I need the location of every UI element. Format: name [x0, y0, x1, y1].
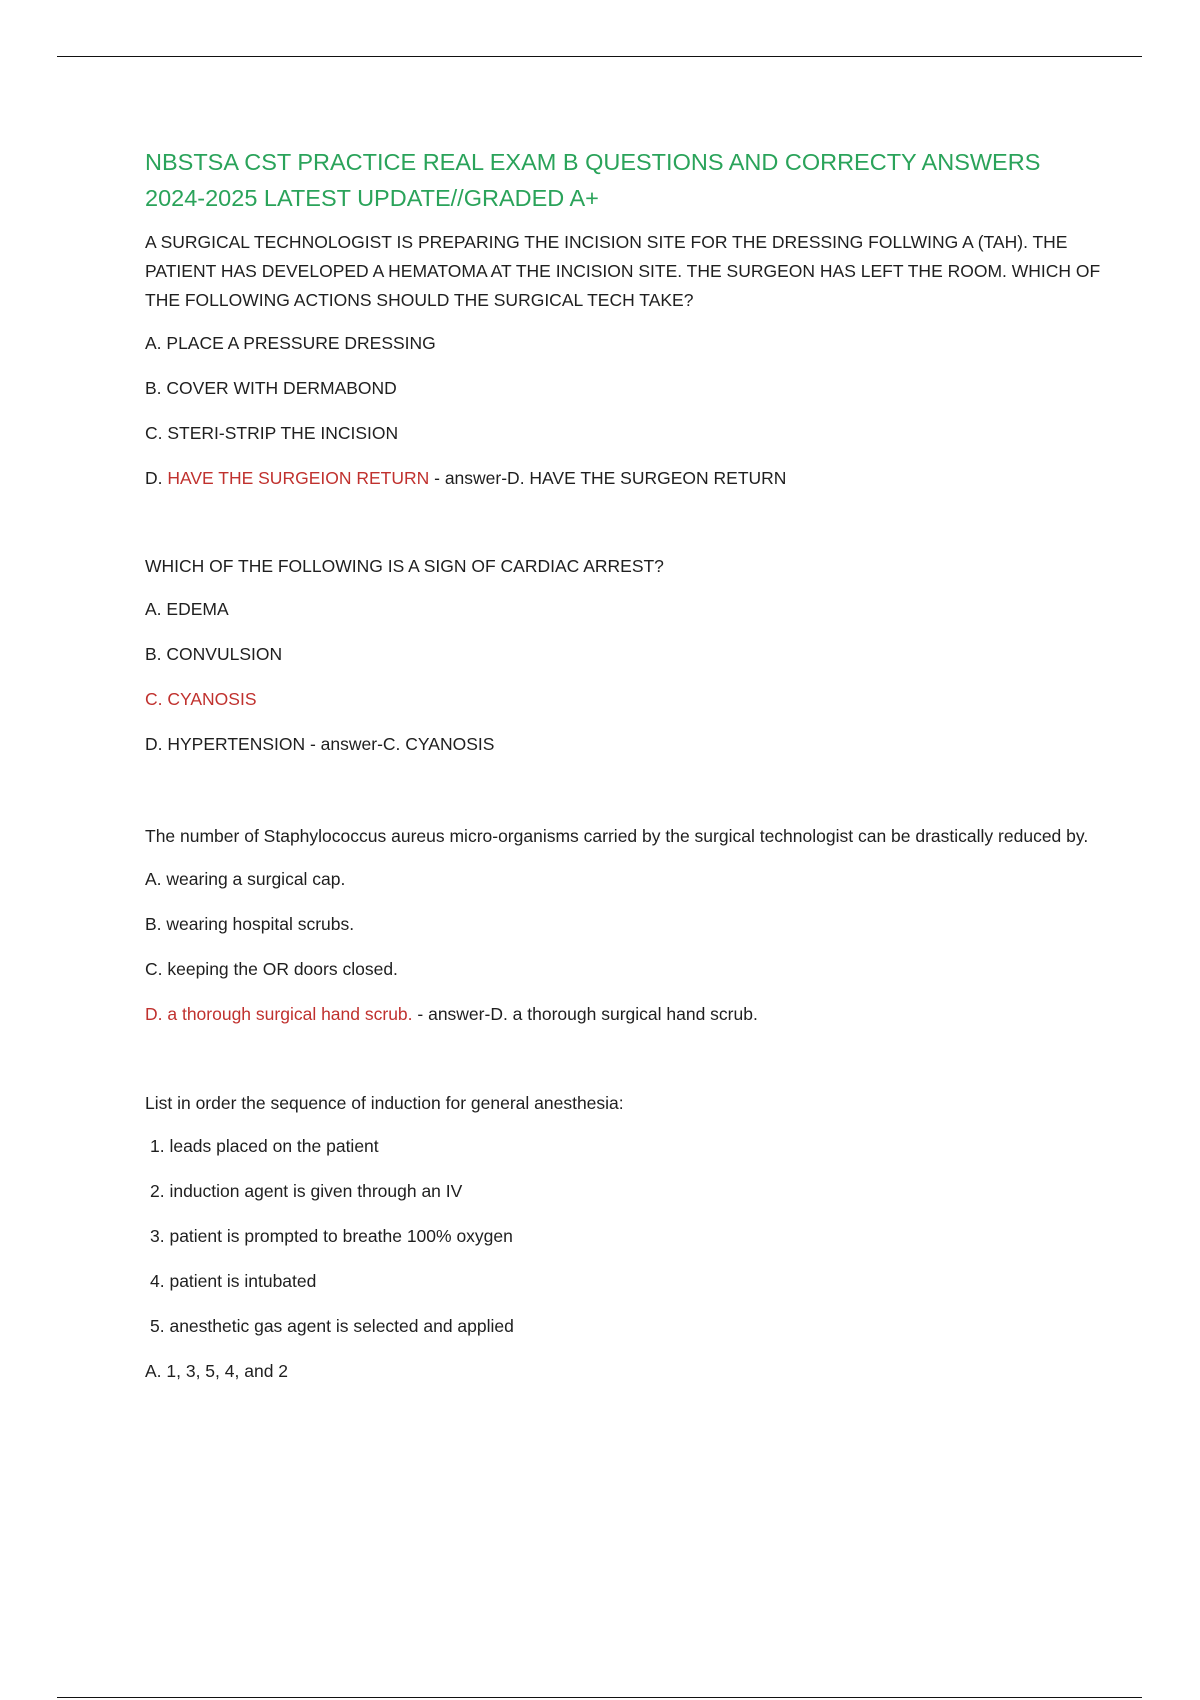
document-body: [145, 144, 1105, 1385]
option-a: A. wearing a surgical cap.: [145, 869, 346, 889]
option-d: [145, 730, 1105, 758]
question-4: [145, 1089, 1105, 1385]
question-3: [145, 822, 1105, 1028]
option-b: B. COVER WITH DERMABOND: [145, 378, 397, 398]
option-d-prefix: D.: [145, 468, 168, 488]
option-d-highlight: HAVE THE SURGEION RETURN: [167, 468, 430, 488]
option-a: A. 1, 3, 5, 4, and 2: [145, 1361, 289, 1381]
option-b: B. wearing hospital scrubs.: [145, 914, 355, 934]
answer-text: - answer-D. a thorough surgical hand scrub.: [412, 1004, 758, 1024]
sequence-step-2: 2. induction agent is given through an IV: [150, 1181, 463, 1201]
question-1: [145, 228, 1105, 492]
bottom-rule: [57, 1697, 1142, 1698]
question-text: A SURGICAL TECHNOLOGIST IS PREPARING THE INCISION SITE FOR THE DRESSING FOLLWING A (TAH). THE PATIENT HAS DEVELOPED A HEMATOMA AT THE INCISION SITE. THE SURGEON HAS LEFT THE ROOM. WHICH OF THE FOLLOWING ACTIONS SHOULD THE SURGICAL TECH TAKE?: [145, 232, 1101, 310]
top-rule: [57, 56, 1142, 57]
question-2: [145, 552, 1105, 758]
option-d-text: D. HYPERTENSION: [145, 734, 306, 754]
sequence-step-4: 4. patient is intubated: [150, 1271, 317, 1291]
option-c: C. STERI-STRIP THE INCISION: [145, 423, 399, 443]
option-c: C. keeping the OR doors closed.: [145, 959, 398, 979]
question-text: List in order the sequence of induction for general anesthesia:: [145, 1093, 624, 1113]
option-c-highlight: C. CYANOSIS: [145, 689, 257, 709]
answer-text: - answer-D. HAVE THE SURGEON RETURN: [429, 468, 787, 488]
option-b: B. CONVULSION: [145, 644, 283, 664]
option-d: [145, 1000, 1105, 1028]
question-text: WHICH OF THE FOLLOWING IS A SIGN OF CARDIAC ARREST?: [145, 556, 664, 576]
sequence-step-3: 3. patient is prompted to breathe 100% oxygen: [150, 1226, 513, 1246]
answer-text: - answer-C. CYANOSIS: [305, 734, 495, 754]
option-d-highlight: D. a thorough surgical hand scrub.: [145, 1004, 413, 1024]
question-text: The number of Staphylococcus aureus micro-organisms carried by the surgical technologist can be drastically reduced by.: [145, 826, 1089, 846]
sequence-step-5: 5. anesthetic gas agent is selected and applied: [150, 1316, 514, 1336]
document-title: NBSTSA CST PRACTICE REAL EXAM B QUESTIONS AND CORRECTY ANSWERS 2024-2025 LATEST UPDATE//GRADED A+: [145, 149, 1041, 211]
option-a: A. EDEMA: [145, 599, 229, 619]
option-d: [145, 464, 1105, 492]
sequence-step-1: 1. leads placed on the patient: [150, 1136, 379, 1156]
option-a: A. PLACE A PRESSURE DRESSING: [145, 333, 436, 353]
